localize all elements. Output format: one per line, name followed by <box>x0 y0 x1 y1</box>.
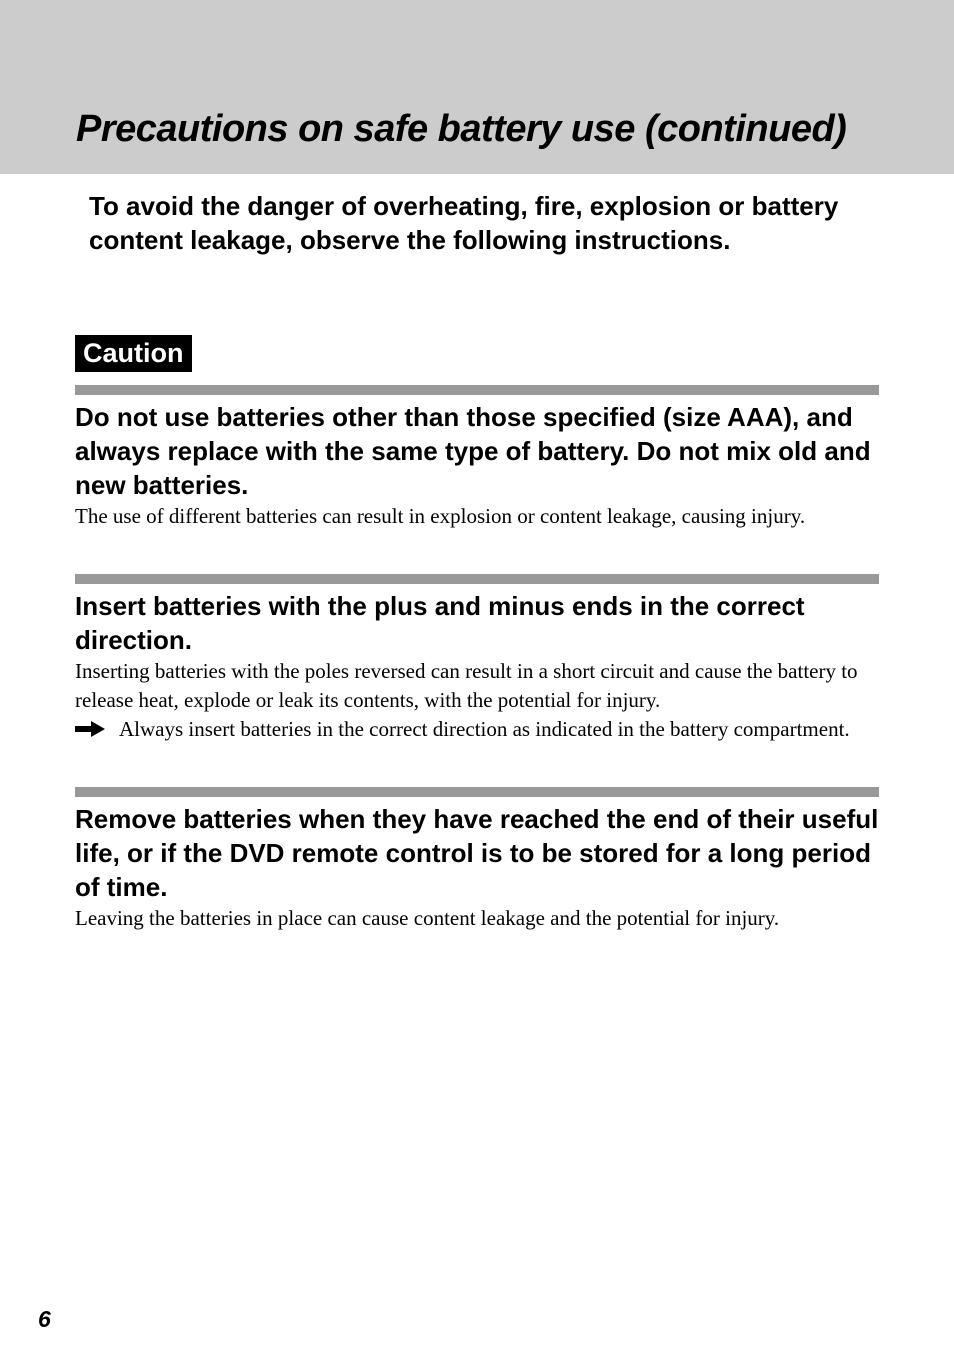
section-heading: Remove batteries when they have reached the end of their useful life, or if the DVD remote control is to be stored for a long period of time. <box>75 804 879 902</box>
section-body: Leaving the batteries in place can cause content leakage and the potential for injury. <box>75 906 780 930</box>
section-heading: Do not use batteries other than those specified (size AAA), and always replace with the same type of battery. Do not mix old and new batteries. <box>75 402 871 500</box>
section-body: Inserting batteries with the poles reversed can result in a short circuit and cause the battery to release heat, explode or leak its contents, with the potential for injury. <box>75 659 858 712</box>
section-heading: Insert batteries with the plus and minus ends in the correct direction. <box>75 591 805 655</box>
page-title: Precautions on safe battery use (continued) <box>76 108 847 150</box>
section-divider <box>75 385 879 395</box>
intro-text: To avoid the danger of overheating, fire, explosion or battery content leakage, observe the following instructions. <box>89 191 839 255</box>
note-item <box>75 715 879 744</box>
section-divider <box>75 574 879 584</box>
page-number: 6 <box>38 1306 51 1332</box>
arrow-right-icon <box>75 721 105 737</box>
note-text: Always insert batteries in the correct direction as indicated in the battery compartment. <box>119 717 850 741</box>
section-divider <box>75 787 879 797</box>
caution-label: Caution <box>75 335 192 372</box>
section-battery-type <box>75 385 879 531</box>
section-battery-direction <box>75 574 879 744</box>
section-body: The use of different batteries can result in explosion or content leakage, causing injury. <box>75 504 806 528</box>
section-battery-removal <box>75 787 879 933</box>
